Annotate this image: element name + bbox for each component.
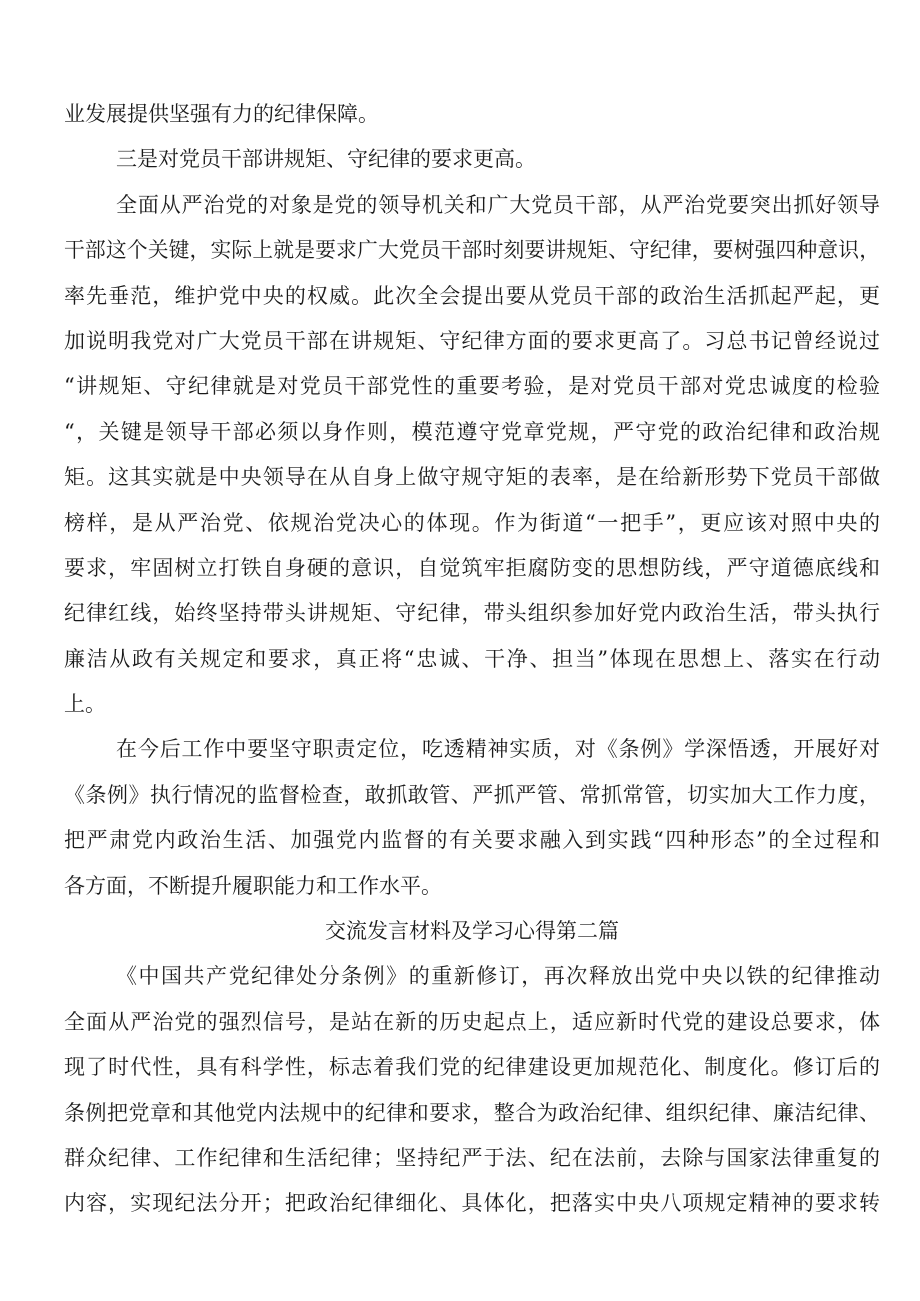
text-line: 在今后工作中要坚守职责定位，吃透精神实质，对《条例》学深悟透，开展好对 [116, 737, 880, 762]
text-line: 三是对党员干部讲规矩、守纪律的要求更高。 [116, 147, 536, 172]
text-line: 全面从严治党的强烈信号，是站在新的历史起点上，适应新时代党的建设总要求，体 [64, 1009, 880, 1034]
text-line: 榜样，是从严治党、依规治党决心的体现。作为街道“一把手”，更应该对照中央的 [64, 510, 880, 535]
text-line: 加说明我党对广大党员干部在讲规矩、守纪律方面的要求更高了。习总书记曾经说过 [64, 328, 880, 353]
text-line: “，关键是领导干部必须以身作则，模范遵守党章党规，严守党的政治纪律和政治规 [64, 419, 880, 444]
text-line: 业发展提供坚强有力的纪律保障。 [64, 102, 379, 126]
section-heading: 交流发言材料及学习心得第二篇 [325, 919, 619, 944]
text-line: “讲规矩、守纪律就是对党员干部党性的重要考验，是对党员干部对党忠诚度的检验 [64, 374, 880, 399]
text-line: 现了时代性，具有科学性，标志着我们党的纪律建设更加规范化、制度化。修订后的 [64, 1055, 880, 1080]
text-line: 《中国共产党纪律处分条例》的重新修订，再次释放出党中央以铁的纪律推动 [116, 964, 880, 989]
text-line: 上。 [64, 692, 106, 717]
text-line: 率先垂范，维护党中央的权威。此次全会提出要从党员干部的政治生活抓起严起，更 [64, 283, 880, 308]
text-line: 内容，实现纪法分开；把政治纪律细化、具体化，把落实中央八项规定精神的要求转 [64, 1191, 880, 1216]
text-line: 各方面，不断提升履职能力和工作水平。 [64, 873, 442, 898]
document-body [64, 92, 880, 1227]
text-line: 干部这个关键，实际上就是要求广大党员干部时刻要讲规矩、守纪律，要树强四种意识， [64, 238, 880, 263]
text-line: 把严肃党内政治生活、加强党内监督的有关要求融入到实践“四种形态”的全过程和 [64, 828, 880, 853]
text-line: 条例把党章和其他党内法规中的纪律和要求，整合为政治纪律、组织纪律、廉洁纪律、 [64, 1100, 880, 1125]
text-line: 廉洁从政有关规定和要求，真正将“忠诚、干净、担当”体现在思想上、落实在行动 [64, 646, 880, 671]
text-line: 群众纪律、工作纪律和生活纪律；坚持纪严于法、纪在法前，去除与国家法律重复的 [64, 1145, 880, 1170]
text-line: 矩。这其实就是中央领导在从自身上做守规守矩的表率，是在给新形势下党员干部做 [64, 465, 880, 490]
text-line: 要求，牢固树立打铁自身硬的意识，自觉筑牢拒腐防变的思想防线，严守道德底线和 [64, 555, 880, 580]
text-line: 《条例》执行情况的监督检查，敢抓敢管、严抓严管、常抓常管，切实加大工作力度， [64, 782, 880, 807]
text-line: 纪律红线，始终坚持带头讲规矩、守纪律，带头组织参加好党内政治生活，带头执行 [64, 601, 880, 626]
text-line: 全面从严治党的对象是党的领导机关和广大党员干部，从严治党要突出抓好领导 [116, 192, 880, 217]
